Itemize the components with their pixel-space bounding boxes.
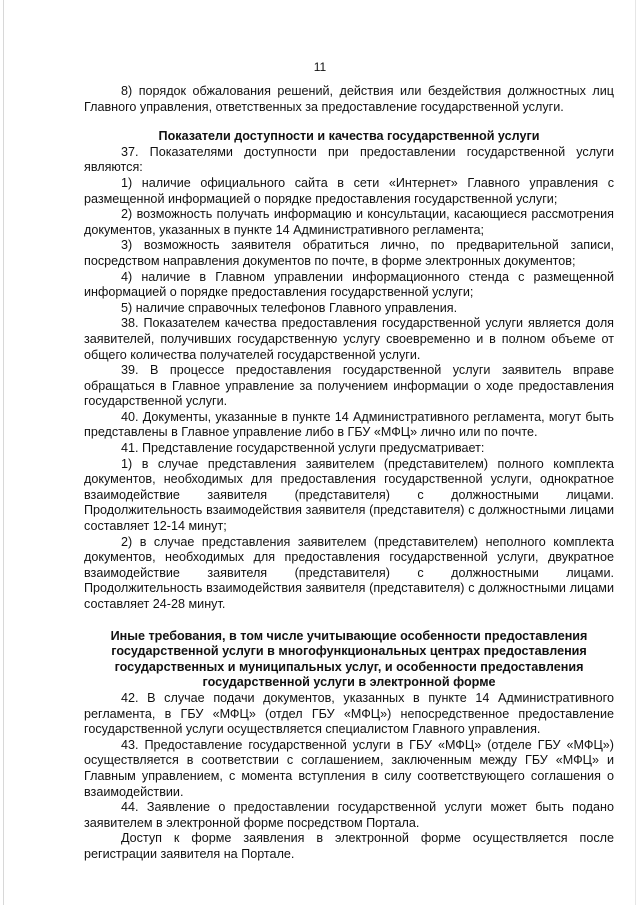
paragraph-42: 42. В случае подачи документов, указанных в пункте 14 Административного регламента, в ГБУ «МФЦ» (отдел ГБУ «МФЦ») непосредственное предоставление государственной услуги осуществляется специалистом Главного управления. [84, 690, 614, 737]
paragraph-37-2: 2) возможность получать информацию и консультации, касающиеся рассмотрения документов, указанных в пункте 14 Административного регламента; [84, 207, 614, 237]
paragraph-41-1: 1) в случае представления заявителем (представителем) полного комплекта документов, необходимых для предоставления государственной услуги, однократное взаимодействие заявителя (представителя) с должностными лицами. Продолжительность взаимодействия заявителя (представителя) с должностными лицами составляет 12-14 минут; [84, 456, 614, 534]
paragraph-44-portal-access: Доступ к форме заявления в электронной форме осуществляется после регистрации заявителя на Портале. [84, 831, 614, 861]
paragraph-40: 40. Документы, указанные в пункте 14 Административного регламента, могут быть представлены в Главное управление либо в ГБУ «МФЦ» лично или по почте. [84, 409, 614, 440]
document-body [84, 84, 614, 863]
paragraph-37: 37. Показателями доступности при предоставлении государственной услуги являются: [84, 144, 614, 175]
paragraph-43: 43. Предоставление государственной услуги в ГБУ «МФЦ» (отделе ГБУ «МФЦ») осуществляется в соответствии с соглашением, заключенным между ГБУ «МФЦ» и Главным управлением, с момента вступления в силу соответствующего соглашения о взаимодействии. [84, 737, 614, 799]
paragraph-37-5: 5) наличие справочных телефонов Главного управления. [121, 300, 458, 315]
paragraph-37-4: 4) наличие в Главном управлении информационного стенда с размещенной информацией о порядке предоставления государственной услуги; [84, 269, 614, 300]
paragraph-38: 38. Показателем качества предоставления государственной услуги является доля заявителей, получивших государственную услугу своевременно и в полном объеме от общего количества получателей государственной услуги. [84, 316, 614, 362]
paragraph-39: 39. В процессе предоставления государственной услуги заявитель вправе обращаться в Главное управление за получением информации о ходе предоставления государственной услуги. [84, 363, 614, 409]
page-number: 11 [313, 60, 327, 74]
section-heading-other-requirements: Иные требования, в том числе учитывающие особенности предоставления государственной услуги в многофункциональных центрах предоставления государственных и муниципальных услуг, и особенности предоставления государственной услуги в электронной форме [110, 628, 588, 690]
paragraph-41: 41. Представление государственной услуги предусматривает: [121, 441, 485, 456]
paragraph-41-2: 2) в случае представления заявителем (представителем) неполного комплекта документов, необходимых для предоставления государственной услуги, двукратное взаимодействие заявителя (представителя) с должностными лицами. Продолжительность взаимодействия заявителя (представителя) с должностными лицами составляет 24-28 минут. [84, 534, 614, 611]
paragraph-37-3: 3) возможность заявителя обратиться лично, по предварительной записи, посредством направления документов по почте, в форме электронных документов; [84, 238, 614, 268]
scan-edge-right [635, 0, 636, 905]
scan-edge-left [3, 0, 4, 905]
paragraph-item-8: 8) порядок обжалования решений, действия или бездействия должностных лиц Главного управления, ответственных за предоставление государственной услуги. [84, 84, 614, 114]
paragraph-37-1: 1) наличие официального сайта в сети «Интернет» Главного управления с размещенной информацией о порядке предоставления государственной услуги; [84, 175, 614, 206]
paragraph-44: 44. Заявление о предоставлении государственной услуги может быть подано заявителем в электронной форме посредством Портала. [84, 800, 614, 830]
section-heading-accessibility: Показатели доступности и качества государственной услуги [158, 129, 540, 144]
